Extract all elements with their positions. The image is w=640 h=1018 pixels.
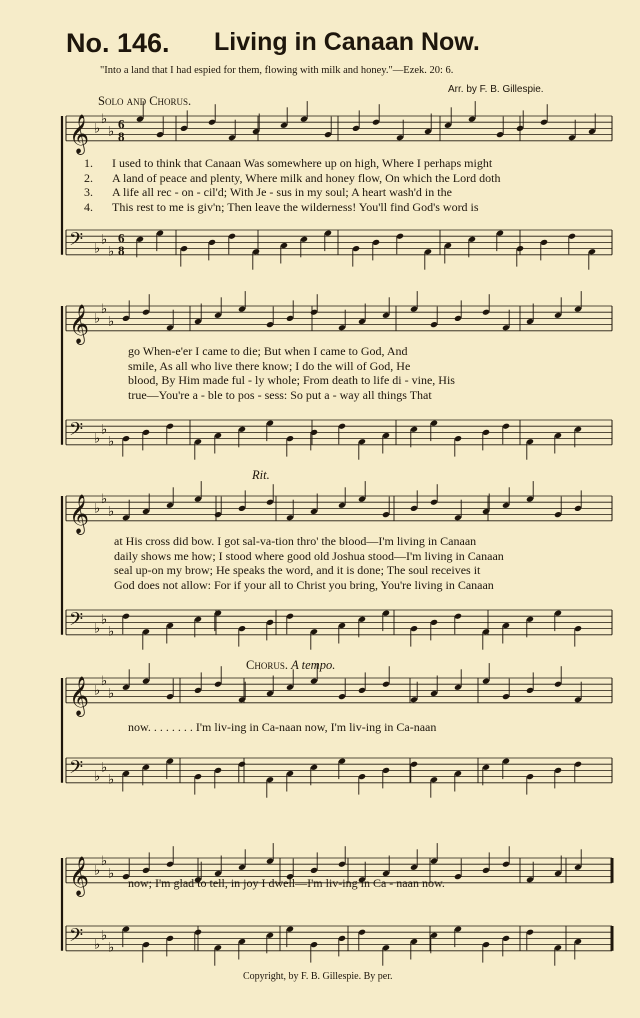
flat-sign: ♭ <box>94 500 101 516</box>
lyric-line: 1. I used to think that Canaan Was somewhere up on high, Where I perhaps might <box>84 156 493 170</box>
time-signature-top: 6 <box>118 116 125 132</box>
lyric-line: 3. A life all rec - on - cil'd; With Je - sus in my soul; A heart wash'd in the <box>84 185 452 199</box>
flat-sign: ♭ <box>101 673 108 689</box>
scripture-epigraph: "Into a land that I had espied for them, flowing with milk and honey."—Ezek. 20: 6. <box>100 65 454 76</box>
treble-clef: 𝄞 <box>69 493 90 534</box>
lyric-line: go When-e'er I came to die; But when I came to God, And <box>128 344 408 358</box>
system4-lyric: now. . . . . . . . I'm liv-ing in Ca-naan now, I'm liv-ing in Ca-naan <box>128 720 437 734</box>
treble-clef: 𝄞 <box>69 303 90 344</box>
hymn-title: Living in Canaan Now. <box>214 28 480 56</box>
bass-clef: 𝄢 <box>69 757 84 783</box>
lyric-line: 4. This rest to me is giv'n; Then leave the wilderness! You'll find God's word is <box>84 199 479 214</box>
flat-sign: ♭ <box>108 243 115 259</box>
flat-sign: ♭ <box>94 310 101 326</box>
lyric-line: seal up-on my brow; He speaks the word, and it is done; The soul receives it <box>114 563 481 577</box>
bass-clef: 𝄢 <box>69 609 84 635</box>
flat-sign: ♭ <box>101 491 108 507</box>
flat-sign: ♭ <box>108 433 115 449</box>
flat-sign: ♭ <box>108 939 115 955</box>
system5-lyric: now; I'm glad to tell, in joy I dwell—I'm liv-ing in Ca - naan now. <box>128 876 445 890</box>
flat-sign: ♭ <box>101 301 108 317</box>
flat-sign: ♭ <box>94 862 101 878</box>
flat-sign: ♭ <box>101 853 108 869</box>
time-signature-bottom: 8 <box>118 128 125 144</box>
flat-sign: ♭ <box>101 611 108 627</box>
flat-sign: ♭ <box>94 430 101 446</box>
lyric-line: 2. A land of peace and plenty, Where milk and honey flow, On which the Lord doth <box>84 170 501 185</box>
rit-marking: Rit. <box>252 468 270 482</box>
flat-sign: ♭ <box>108 123 115 139</box>
lyric-line: true—You're a - ble to pos - sess: So put a - way all things That <box>128 387 432 402</box>
flat-sign: ♭ <box>108 865 115 881</box>
time-signature-top: 6 <box>118 230 125 246</box>
flat-sign: ♭ <box>94 936 101 952</box>
lyric-line: daily shows me how; I stood where good old Joshua stood—I'm living in Canaan <box>114 548 504 563</box>
flat-sign: ♭ <box>94 768 101 784</box>
flat-sign: ♭ <box>101 421 108 437</box>
copyright-notice: Copyright, by F. B. Gillespie. By per. <box>243 971 393 982</box>
flat-sign: ♭ <box>101 759 108 775</box>
system2-lyrics <box>128 344 640 402</box>
bass-clef: 𝄢 <box>69 229 84 255</box>
lyric-line: at His cross did bow. I got sal-va-tion thro' the blood—I'm living in Canaan <box>114 534 477 548</box>
flat-sign: ♭ <box>101 231 108 247</box>
arranger-credit: Arr. by F. B. Gillespie. <box>448 84 544 95</box>
time-signature-bottom: 8 <box>118 242 125 258</box>
treble-clef: 𝄞 <box>69 855 90 896</box>
treble-clef: 𝄞 <box>69 675 90 716</box>
tempo-label: A tempo. <box>291 658 336 672</box>
flat-sign: ♭ <box>101 927 108 943</box>
voicing-label: Solo and Chorus. <box>98 94 192 108</box>
lyric-line: smile, As all who live there know; I do the will of God, He <box>128 358 411 373</box>
hymn-number: No. 146. <box>66 28 170 58</box>
chorus-label: Chorus. <box>246 658 288 672</box>
flat-sign: ♭ <box>94 120 101 136</box>
system1-lyrics <box>84 156 614 214</box>
flat-sign: ♭ <box>108 685 115 701</box>
lyric-line: God does not allow: For if your all to Christ you bring, You're living in Canaan <box>114 577 494 592</box>
flat-sign: ♭ <box>108 313 115 329</box>
flat-sign: ♭ <box>94 620 101 636</box>
flat-sign: ♭ <box>94 240 101 256</box>
system3-lyrics <box>114 534 640 592</box>
flat-sign: ♭ <box>108 771 115 787</box>
flat-sign: ♭ <box>94 682 101 698</box>
bass-clef: 𝄢 <box>69 925 84 951</box>
flat-sign: ♭ <box>101 111 108 127</box>
flat-sign: ♭ <box>108 503 115 519</box>
treble-clef: 𝄞 <box>69 113 90 154</box>
flat-sign: ♭ <box>108 623 115 639</box>
lyric-line: blood, By Him made ful - ly whole; From death to life di - vine, His <box>128 373 455 387</box>
bass-clef: 𝄢 <box>69 419 84 445</box>
